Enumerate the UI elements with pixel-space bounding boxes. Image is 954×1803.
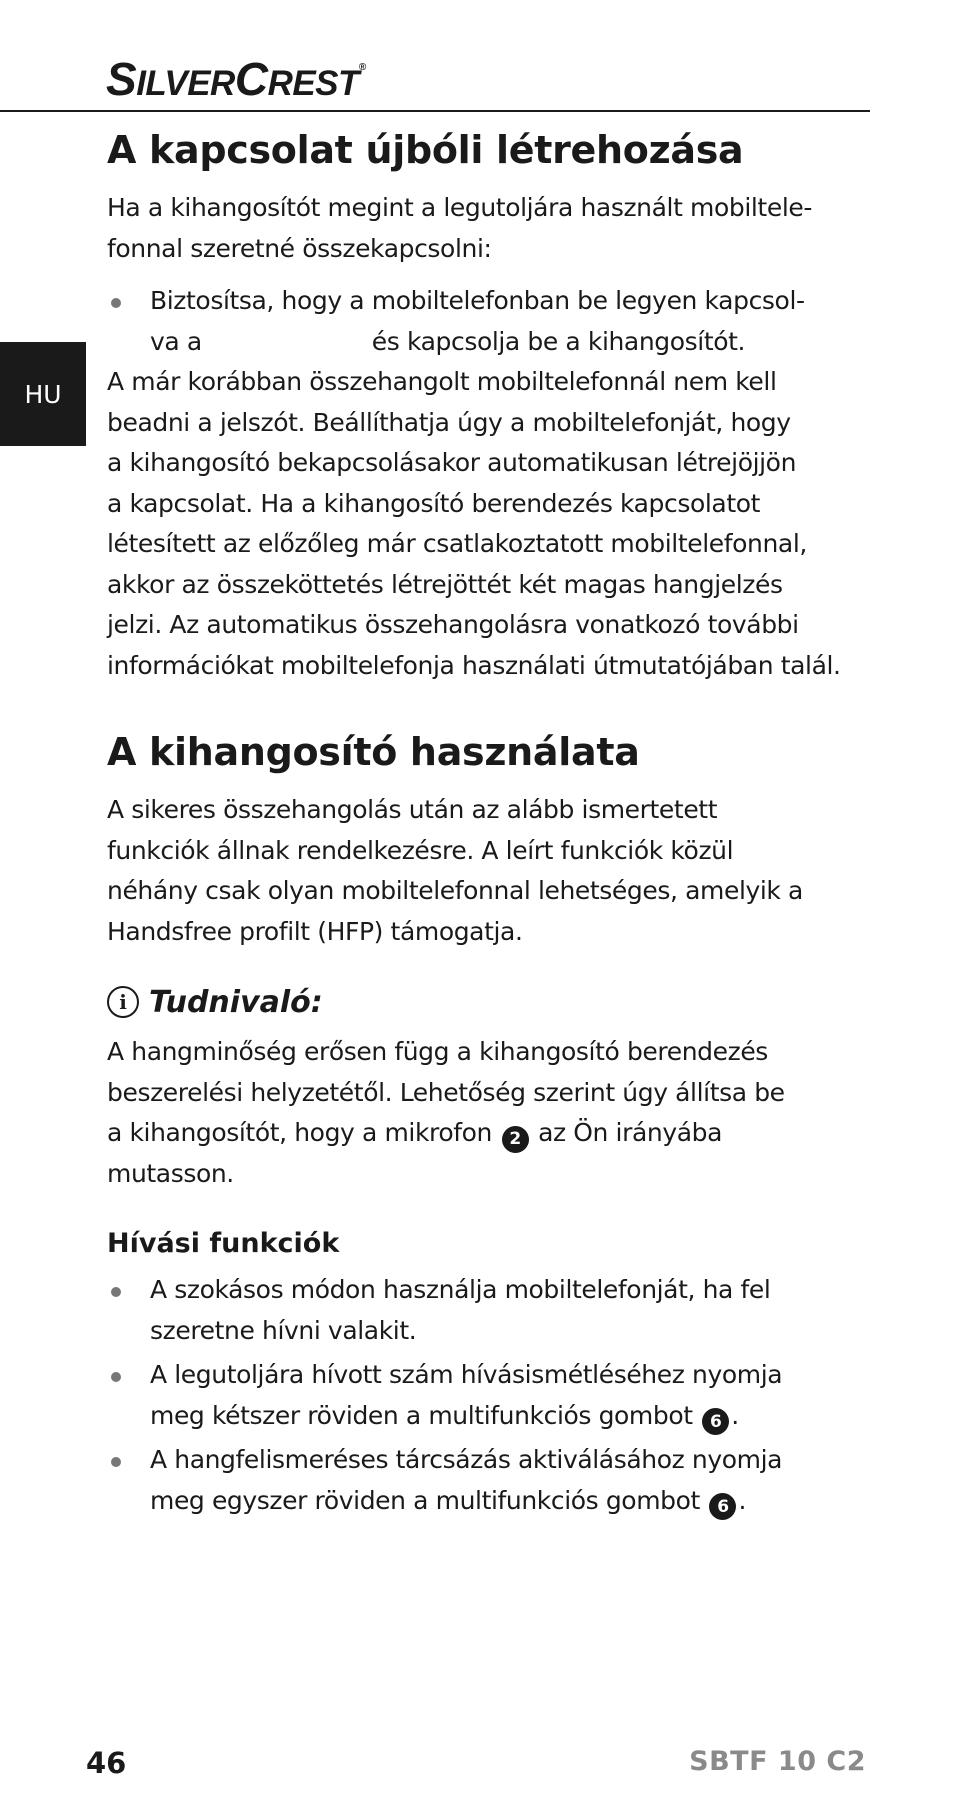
- list-item: A hangfelismeréses tárcsázás aktiválásához nyomja meg egyszer röviden a multifunkciós gombot 6 .: [107, 1440, 862, 1521]
- section-title-reconnect: A kapcsolat újbóli létrehozása: [107, 128, 744, 172]
- calls-list: [107, 1270, 862, 1521]
- list-item: Biztosítsa, hogy a mobiltelefonban be legyen kapcsol- va a és kapcsolja be a kihangosítót.: [107, 281, 862, 362]
- body-line: funkciók állnak rendelkezésre. A leírt funkciók közül: [107, 835, 734, 865]
- body-line: jelzi. Az automatikus összehangolásra vonatkozó további: [107, 610, 799, 639]
- body-line: a kihangosító bekapcsolásakor automatikusan létrejöjjön: [107, 448, 797, 477]
- body-line: A hangminőség erősen függ a kihangosító berendezés: [107, 1037, 768, 1066]
- bullet-icon: [111, 298, 121, 308]
- page-content: [107, 122, 862, 1521]
- intro-line: Ha a kihangosítót megint a legutoljára használt mobiltele-: [107, 193, 812, 222]
- body-line: mutasson.: [107, 1158, 234, 1188]
- usage-body: [107, 790, 862, 952]
- model-number: SBTF 10 C2: [689, 1746, 866, 1777]
- body-line: beszerelési helyzetétől. Lehetőség szerint úgy állítsa be: [107, 1077, 785, 1107]
- language-tab-label: HU: [24, 379, 62, 409]
- part-number-badge: 6: [702, 1408, 729, 1435]
- list-item: A legutoljára hívott szám hívásismétléséhez nyomja meg kétszer röviden a multifunkciós gombot 6 .: [107, 1355, 862, 1436]
- bullet-list: [107, 281, 862, 362]
- body-line: információkat mobiltelefonja használati útmutatójában talál.: [107, 650, 841, 680]
- body-line: a kapcsolat. Ha a kihangosító berendezés kapcsolatot: [107, 488, 761, 518]
- body-line: akkor az összeköttetés létrejöttét két magas hangjelzés: [107, 569, 783, 599]
- part-number-badge: 2: [502, 1126, 529, 1153]
- part-number-badge: 6: [709, 1493, 736, 1520]
- body-line: Handsfree profilt (HFP) támogatja.: [107, 916, 523, 946]
- bullet-icon: [111, 1287, 121, 1297]
- note-title: Tudnivaló:: [149, 984, 323, 1020]
- header-rule: [0, 110, 870, 112]
- body-line: néhány csak olyan mobiltelefonnal lehetséges, amelyik a: [107, 876, 803, 905]
- body-line: a kihangosítót, hogy a mikrofon 2 az Ön irányába: [107, 1113, 862, 1154]
- note-heading: [107, 980, 862, 1024]
- language-tab: [0, 342, 86, 446]
- body-line: A sikeres összehangolás után az alább ismertetett: [107, 795, 718, 824]
- note-body: [107, 1032, 862, 1194]
- bullet-icon: [111, 1457, 121, 1467]
- reconnect-body: [107, 362, 862, 686]
- section-title-usage: A kihangosító használata: [107, 730, 640, 774]
- body-line: létesített az előzőleg már csatlakoztatott mobiltelefonnal,: [107, 529, 807, 558]
- body-line: beadni a jelszót. Beállíthatja úgy a mobiltelefonját, hogy: [107, 407, 791, 437]
- bullet-icon: [111, 1372, 121, 1382]
- brand-logo: SILVERCREST®: [106, 53, 366, 105]
- intro-line: fonnal szeretné összekapcsolni:: [107, 233, 492, 263]
- info-icon: i: [107, 986, 139, 1018]
- body-line: A már korábban összehangolt mobiltelefonnál nem kell: [107, 367, 777, 396]
- page-number: 46: [86, 1746, 127, 1780]
- list-item: A szokásos módon használja mobiltelefonját, ha fel szeretne hívni valakit.: [107, 1270, 862, 1351]
- subsection-title-calls: Hívási funkciók: [107, 1228, 340, 1259]
